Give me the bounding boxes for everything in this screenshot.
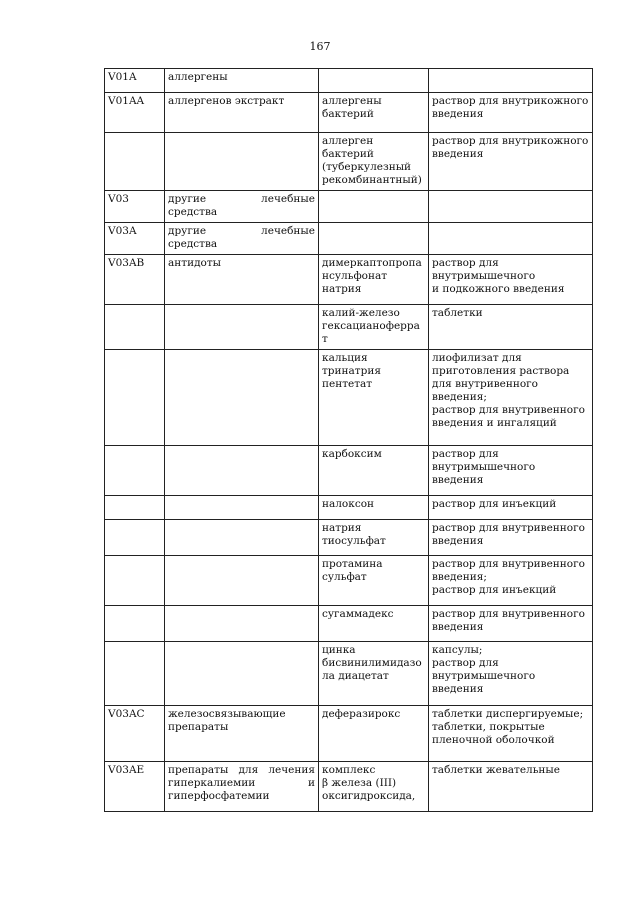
dosage-form-line: введения bbox=[432, 535, 484, 547]
atc-code-cell bbox=[105, 520, 165, 556]
anatomical-group-cell: железосвязывающие препараты bbox=[165, 706, 319, 762]
drug-name-line: пентетат bbox=[322, 378, 373, 390]
drug-name-cell bbox=[319, 223, 429, 255]
drug-name-line: аллергены bbox=[322, 95, 382, 107]
drug-name-line: налоксон bbox=[322, 498, 375, 510]
dosage-form-line: раствор для внутрикожного bbox=[432, 95, 589, 107]
dosage-form-cell bbox=[429, 133, 593, 191]
dosage-form-cell bbox=[429, 223, 593, 255]
dosage-form-line: введения bbox=[432, 683, 484, 695]
anatomical-group-cell bbox=[165, 305, 319, 350]
dosage-form-cell bbox=[429, 446, 593, 496]
dosage-form-line: раствор для инъекций bbox=[432, 498, 557, 510]
drug-name-cell bbox=[319, 556, 429, 606]
dosage-form-line: внутримышечного bbox=[432, 461, 536, 473]
anatomical-group-cell bbox=[165, 133, 319, 191]
drug-name-line: кальция bbox=[322, 352, 368, 364]
drug-name-line: протамина bbox=[322, 558, 383, 570]
drug-name-line: тиосульфат bbox=[322, 535, 386, 547]
dosage-form-line: раствор для инъекций bbox=[432, 584, 557, 596]
atc-code-cell: V03AC bbox=[105, 706, 165, 762]
table-row bbox=[105, 556, 593, 606]
dosage-form-line: таблетки диспергируемые; bbox=[432, 708, 584, 720]
dosage-form-line: раствор для внутривенного bbox=[432, 558, 585, 570]
drug-name-cell bbox=[319, 133, 429, 191]
dosage-form-line: раствор для bbox=[432, 448, 499, 460]
atc-code-cell bbox=[105, 305, 165, 350]
drug-name-line: нсульфонат bbox=[322, 270, 388, 282]
dosage-form-cell bbox=[429, 520, 593, 556]
drug-name-line: тринатрия bbox=[322, 365, 381, 377]
drug-name-cell bbox=[319, 520, 429, 556]
table-row bbox=[105, 305, 593, 350]
anatomical-group-cell bbox=[165, 642, 319, 706]
dosage-form-cell bbox=[429, 706, 593, 762]
drug-name-line: натрия bbox=[322, 522, 362, 534]
page-number: 167 bbox=[309, 40, 331, 53]
dosage-form-cell bbox=[429, 191, 593, 223]
table-row bbox=[105, 69, 593, 93]
anatomical-group-cell: другие лечебные средства bbox=[165, 223, 319, 255]
atc-code-cell bbox=[105, 556, 165, 606]
atc-code-cell: V03AE bbox=[105, 762, 165, 812]
dosage-form-line: введения bbox=[432, 621, 484, 633]
dosage-form-line: таблетки bbox=[432, 307, 483, 319]
drug-name-line: бисвинилимидазо bbox=[322, 657, 422, 669]
medication-table bbox=[104, 68, 593, 812]
dosage-form-line: введения bbox=[432, 474, 484, 486]
atc-code-cell: V01AA bbox=[105, 93, 165, 133]
anatomical-group-cell bbox=[165, 446, 319, 496]
drug-name-line: калий-железо bbox=[322, 307, 400, 319]
drug-name-cell bbox=[319, 706, 429, 762]
drug-name-line: натрия bbox=[322, 283, 362, 295]
drug-name-cell bbox=[319, 446, 429, 496]
drug-name-line: ла диацетат bbox=[322, 670, 389, 682]
drug-name-line: деферазирокс bbox=[322, 708, 401, 720]
dosage-form-cell bbox=[429, 642, 593, 706]
table-row bbox=[105, 446, 593, 496]
table-body bbox=[105, 69, 593, 812]
table-row bbox=[105, 642, 593, 706]
dosage-form-line: введения и ингаляций bbox=[432, 417, 557, 429]
drug-name-cell bbox=[319, 305, 429, 350]
dosage-form-line: внутримышечного bbox=[432, 270, 536, 282]
table-row bbox=[105, 520, 593, 556]
atc-code-cell: V03A bbox=[105, 223, 165, 255]
table-row bbox=[105, 606, 593, 642]
anatomical-group-cell bbox=[165, 520, 319, 556]
table-row bbox=[105, 93, 593, 133]
dosage-form-cell bbox=[429, 496, 593, 520]
atc-code-cell bbox=[105, 496, 165, 520]
drug-name-line: (туберкулезный bbox=[322, 161, 412, 173]
table-row bbox=[105, 133, 593, 191]
atc-code-cell bbox=[105, 642, 165, 706]
drug-name-line: комплекс bbox=[322, 764, 376, 776]
table-row bbox=[105, 255, 593, 305]
dosage-form-line: введения bbox=[432, 108, 484, 120]
anatomical-group-cell bbox=[165, 606, 319, 642]
dosage-form-line: и подкожного введения bbox=[432, 283, 565, 295]
dosage-form-cell bbox=[429, 762, 593, 812]
drug-name-cell bbox=[319, 762, 429, 812]
drug-name-cell bbox=[319, 496, 429, 520]
dosage-form-cell bbox=[429, 556, 593, 606]
anatomical-group-cell bbox=[165, 556, 319, 606]
dosage-form-cell bbox=[429, 606, 593, 642]
drug-name-line: аллерген бактерий bbox=[322, 135, 374, 160]
drug-name-cell bbox=[319, 606, 429, 642]
dosage-form-cell bbox=[429, 255, 593, 305]
drug-name-cell bbox=[319, 69, 429, 93]
anatomical-group-cell: аллергенов экстракт bbox=[165, 93, 319, 133]
dosage-form-line: введения; bbox=[432, 391, 487, 403]
dosage-form-cell bbox=[429, 69, 593, 93]
anatomical-group-cell: препараты для лечения гиперкалиемии и гиперфосфатемии bbox=[165, 762, 319, 812]
table-row bbox=[105, 223, 593, 255]
dosage-form-line: раствор для внутрикожного bbox=[432, 135, 589, 147]
drug-name-cell bbox=[319, 350, 429, 446]
table-row bbox=[105, 762, 593, 812]
anatomical-group-cell: другие лечебные средства bbox=[165, 191, 319, 223]
atc-code-cell: V01A bbox=[105, 69, 165, 93]
drug-name-line: цинка bbox=[322, 644, 356, 656]
drug-name-line: сугаммадекс bbox=[322, 608, 394, 620]
dosage-form-line: введения bbox=[432, 148, 484, 160]
dosage-form-line: раствор для внутривенного bbox=[432, 608, 585, 620]
anatomical-group-cell bbox=[165, 350, 319, 446]
drug-name-line: бактерий bbox=[322, 108, 374, 120]
table-row bbox=[105, 496, 593, 520]
dosage-form-line: раствор для bbox=[432, 657, 499, 669]
drug-name-line: рекомбинантный) bbox=[322, 174, 422, 186]
drug-name-cell bbox=[319, 93, 429, 133]
anatomical-group-cell bbox=[165, 496, 319, 520]
atc-code-cell bbox=[105, 133, 165, 191]
drug-name-line: карбоксим bbox=[322, 448, 382, 460]
dosage-form-cell bbox=[429, 350, 593, 446]
dosage-form-line: приготовления раствора bbox=[432, 365, 570, 377]
dosage-form-line: таблетки, покрытые bbox=[432, 721, 545, 733]
drug-name-cell bbox=[319, 255, 429, 305]
drug-name-line: β железа (III) bbox=[322, 777, 397, 789]
dosage-form-line: раствор для внутривенного bbox=[432, 404, 585, 416]
dosage-form-line: внутримышечного bbox=[432, 670, 536, 682]
drug-name-line: димеркаптопропа bbox=[322, 257, 422, 269]
dosage-form-line: введения; bbox=[432, 571, 487, 583]
atc-code-cell bbox=[105, 446, 165, 496]
atc-code-cell: V03AB bbox=[105, 255, 165, 305]
drug-name-cell bbox=[319, 642, 429, 706]
table-row bbox=[105, 350, 593, 446]
drug-name-line: гексацианоферрат bbox=[322, 320, 420, 345]
dosage-form-line: капсулы; bbox=[432, 644, 483, 656]
dosage-form-cell bbox=[429, 93, 593, 133]
dosage-form-line: пленочной оболочкой bbox=[432, 734, 555, 746]
dosage-form-line: для внутривенного bbox=[432, 378, 538, 390]
anatomical-group-cell: антидоты bbox=[165, 255, 319, 305]
dosage-form-line: лиофилизат для bbox=[432, 352, 522, 364]
table-row bbox=[105, 706, 593, 762]
drug-name-line: сульфат bbox=[322, 571, 367, 583]
dosage-form-cell bbox=[429, 305, 593, 350]
dosage-form-line: раствор для bbox=[432, 257, 499, 269]
atc-code-cell bbox=[105, 606, 165, 642]
anatomical-group-cell: аллергены bbox=[165, 69, 319, 93]
dosage-form-line: таблетки жевательные bbox=[432, 764, 561, 776]
atc-code-cell bbox=[105, 350, 165, 446]
atc-code-cell: V03 bbox=[105, 191, 165, 223]
table-row bbox=[105, 191, 593, 223]
drug-name-cell bbox=[319, 191, 429, 223]
dosage-form-line: раствор для внутривенного bbox=[432, 522, 585, 534]
drug-name-line: оксигидроксида, bbox=[322, 790, 416, 802]
